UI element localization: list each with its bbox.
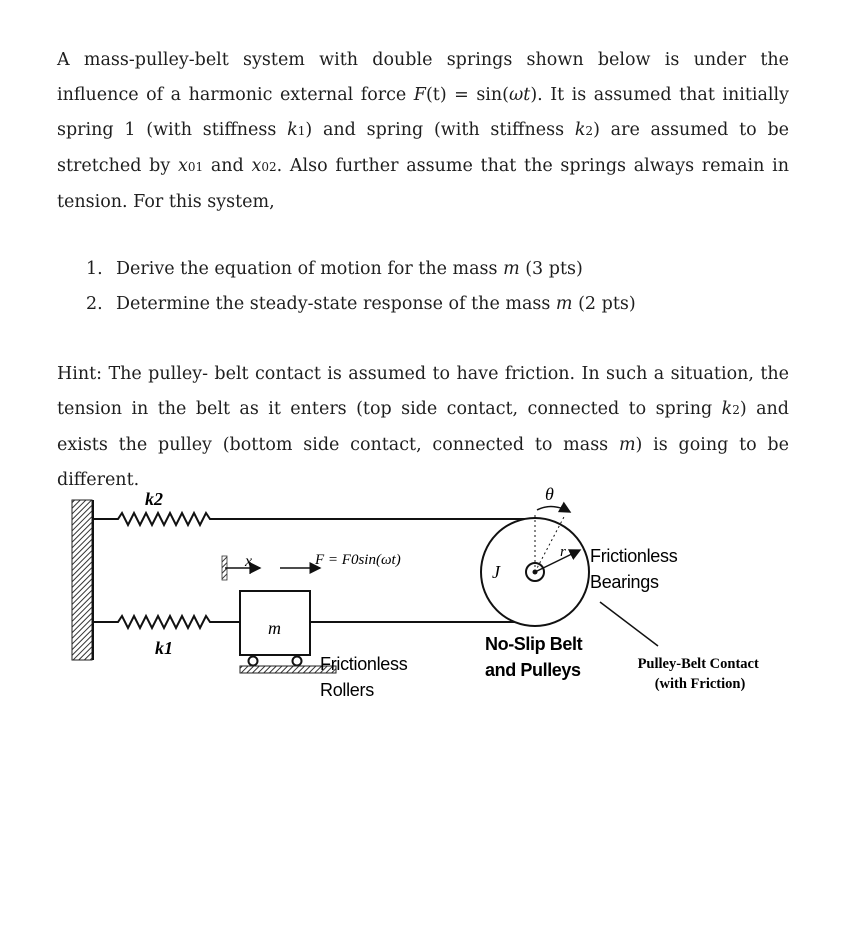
- mass-label: m: [268, 618, 281, 638]
- mass-pulley-belt-diagram: [60, 480, 800, 720]
- k1-label: k1: [155, 638, 173, 658]
- wall: [72, 500, 92, 660]
- hint-paragraph: Hint: The pulley- belt contact is assumed to have friction. In such a situation, the tension in the belt as it enters (top side contact, connected to spring k2) and exists the pulley (bottom side contact, connected to mass m) is going to be different.: [57, 364, 790, 490]
- x-label: x: [245, 553, 253, 570]
- question-2: 2. Determine the steady-state response of the mass m (2 pts): [86, 294, 636, 314]
- roller-left: [249, 657, 258, 666]
- spring-k1: [93, 616, 240, 628]
- roller-right: [293, 657, 302, 666]
- force-label: F = F0sin(ωt): [315, 552, 401, 568]
- rollers-label: Frictionless Rollers: [320, 654, 408, 700]
- problem-statement: A mass-pulley-belt system with double springs shown below is under the influence of a harmonic external force F(t) = sin(ωt). It is assumed that initially spring 1 (with stiffness k1) and spring (with stiffness k2) are assumed to be stretched by x01 and x02. Also further assume that the springs always remain in tension. For this system,: [57, 50, 789, 212]
- radius-label: r: [560, 544, 566, 560]
- contact-label: Pulley-Belt Contact (with Friction): [637, 656, 759, 692]
- no-slip-label: No-Slip Belt and Pulleys: [485, 634, 583, 680]
- inertia-label: J: [492, 562, 500, 582]
- spring-k2: [93, 513, 220, 525]
- theta-label: θ: [545, 484, 554, 504]
- k2-label: k2: [145, 489, 163, 509]
- frictionless-bearings-label: Frictionless Bearings: [590, 546, 678, 592]
- question-1: 1. Derive the equation of motion for the mass m (3 pts): [86, 259, 583, 279]
